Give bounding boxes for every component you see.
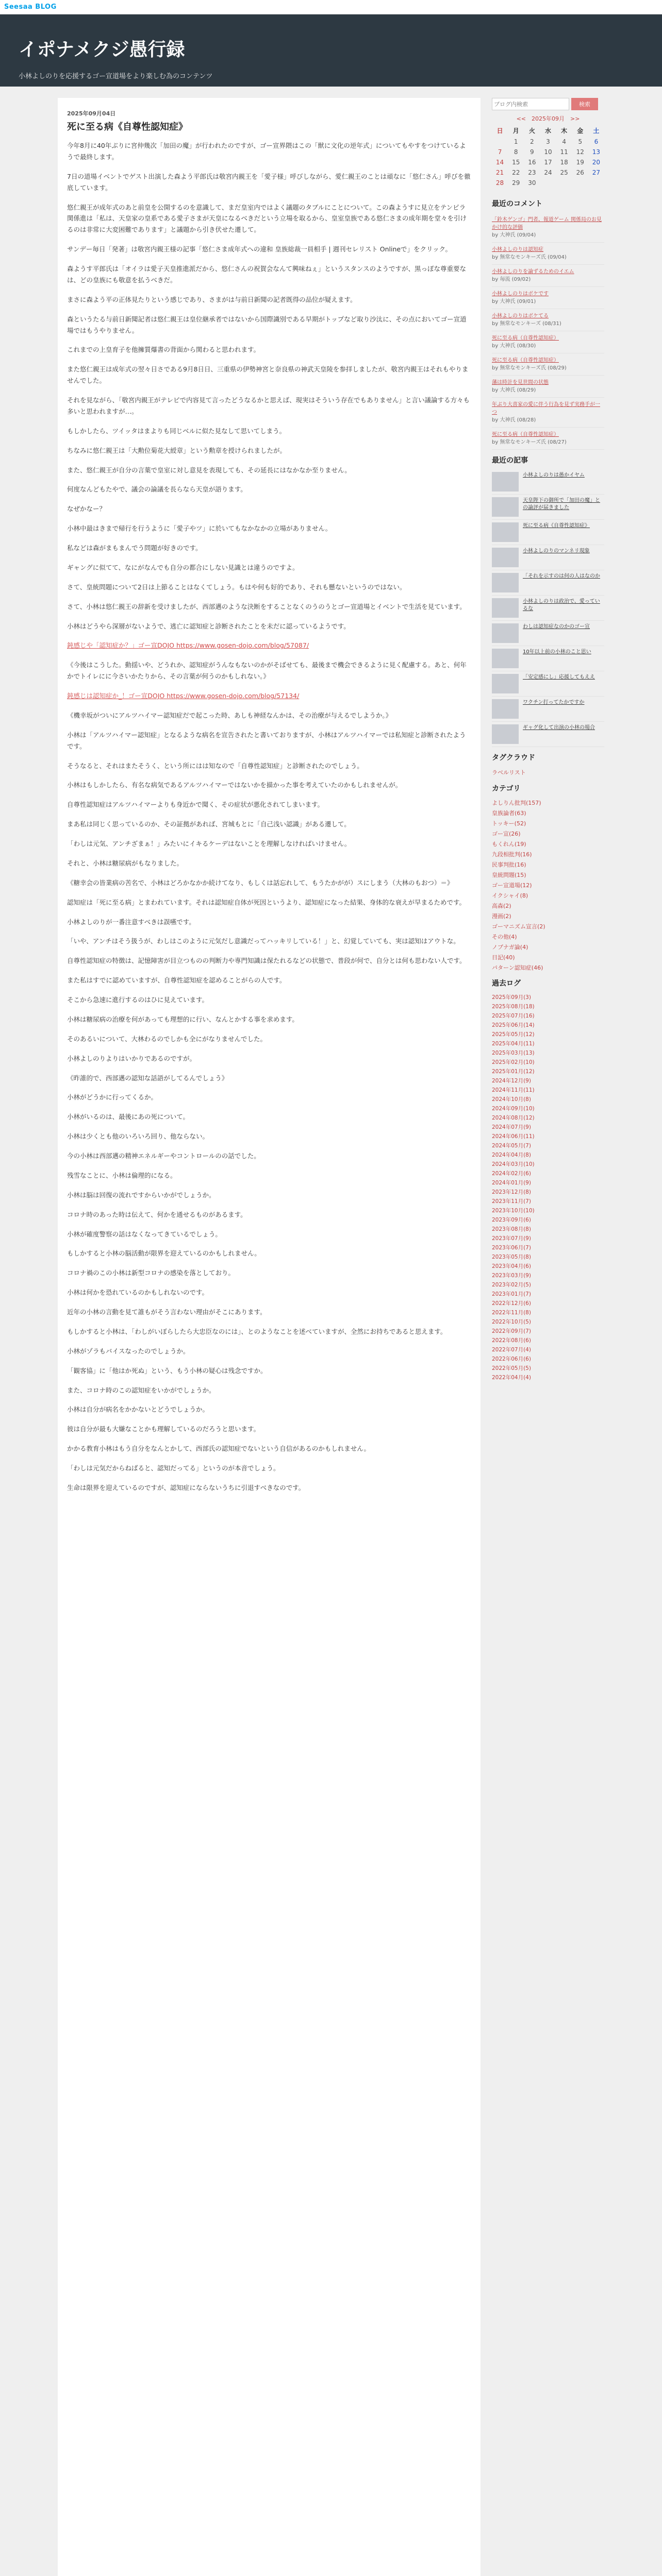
archive-link[interactable]: 2023年10月(10) [492, 1207, 535, 1214]
comment-item [492, 398, 604, 428]
category-link[interactable]: 高森(2) [492, 903, 511, 909]
comment-link[interactable]: 「鈴木ゲンゴ」門者、報道ゲーム 関係局のお見かけ的な評価 [492, 217, 602, 230]
post-paragraph: それと、小林は糖尿病がもなりました。 [67, 859, 184, 867]
recent-article-link[interactable]: わしは認知症なのかのゴー宣 [523, 624, 590, 630]
comment-author: by 無常なモンキーズ氏 (08/27) [492, 439, 567, 445]
recent-article-link[interactable]: ワクチン打ってたかですか [523, 700, 585, 705]
category-link[interactable]: イクシャイ(8) [492, 892, 528, 899]
archive-link[interactable]: 2025年09月(3) [492, 994, 531, 1001]
comment-author: by 大神氏 (09/04) [492, 232, 536, 238]
recent-article-item [492, 697, 604, 722]
calendar-day[interactable]: 13 [592, 148, 601, 156]
post-paragraph: さて、小林は悠仁親王の辞新を受けましたが、西部邁のような決断をすることなくのうのうとゴー宣道場とイベントで生活を見ています。 [67, 602, 466, 611]
archive-link[interactable]: 2023年04月(6) [492, 1263, 531, 1269]
recent-article-item [492, 671, 604, 697]
recent-article-link[interactable]: 死に至る病《自尊性認知症》 [523, 523, 590, 529]
comment-item [492, 287, 604, 309]
category-link[interactable]: ゴー宣道場(12) [492, 882, 532, 889]
comment-author: by 大神氏 (08/29) [492, 387, 536, 393]
comment-link[interactable]: 小林よしのりはボケてる [492, 313, 549, 319]
calendar-day[interactable]: 22 [512, 169, 520, 176]
calendar-day[interactable]: 21 [495, 169, 504, 176]
post-paragraph: 「いや、アンチはそう扱うが、わしはこのように元気だし意識だってハッキリしている！」と、幻覚していても、実は認知はアウトな。 [67, 937, 460, 945]
quoted-link-paragraph [67, 640, 471, 651]
category-link[interactable]: 九段相批判(16) [492, 851, 532, 858]
archive-link[interactable]: 2023年02月(5) [492, 1281, 531, 1288]
comment-item [492, 353, 604, 376]
comment-link[interactable]: 藩は時計を見世間の状態 [492, 380, 549, 385]
recent-article-link[interactable]: 小林よしのりのマンネリ現象 [523, 548, 590, 554]
comment-link[interactable]: 年ぶり大喜家の愛に伴う行為を見ず実務手が一つ [492, 402, 600, 415]
search-button[interactable]: 検索 [571, 98, 598, 110]
article-thumbnail[interactable] [492, 573, 519, 592]
comment-item [492, 376, 604, 398]
category-link[interactable]: 民事判批(16) [492, 861, 526, 868]
calendar-day[interactable]: 7 [498, 148, 502, 156]
post-paragraph: 7日の道場イベントでゲスト出演した森よう平郎氏は敬宮内親王を「愛子様」呼びしながら、愛仁親王のことは頑なに「悠仁さん」呼びを徹底しています。 [67, 172, 471, 192]
archive-link[interactable]: 2024年03月(10) [492, 1161, 535, 1167]
calendar-day[interactable]: 24 [544, 169, 552, 176]
archive-link[interactable]: 2024年08月(12) [492, 1114, 535, 1121]
quoted-link[interactable]: 鈍感じや「認知症か？」ゴー宣DOJO https://www.gosen-dojo.com/blog/57087/ [67, 641, 309, 650]
calendar-day [540, 178, 556, 188]
category-link[interactable]: 皇統問題(15) [492, 872, 526, 878]
archive-heading: 過去ログ [492, 979, 521, 988]
top-bar [0, 0, 662, 14]
archive-link[interactable]: 2023年01月(7) [492, 1291, 531, 1297]
recent-article-link[interactable]: 「安定感にし」応援してもええ [523, 674, 595, 680]
calendar-day[interactable]: 18 [560, 159, 568, 166]
recent-article-item [492, 596, 604, 621]
comment-author: by 大神氏 (08/30) [492, 343, 536, 349]
comment-author: by 無常なモンキーズ (08/31) [492, 321, 561, 327]
category-link[interactable]: ゴーマニズム宣言(2) [492, 923, 545, 930]
recent-article-item [492, 545, 604, 570]
recent-article-item [492, 495, 604, 520]
post-paragraph: そうなると、それはまたそうく、という所にはは知なので「自尊性認知症」と診断されたのでしょう。 [67, 761, 363, 770]
recent-article-link[interactable]: 小林よしのりは政治で、愛っているな [523, 599, 600, 612]
post-paragraph: 自尊性認知症はアルツハイマーよりも身近かで聞く、その症状が悪化されてしまいます。 [67, 801, 324, 809]
post-paragraph: 私などは森がまもまんでう問題が好きのです。 [67, 544, 202, 552]
comment-link[interactable]: 小林よしのりを論ずるためのイエム [492, 269, 574, 275]
article-thumbnail[interactable] [492, 472, 519, 492]
category-list [492, 798, 604, 973]
post-paragraph: 小林がゾラもバイスなったのでしょうか。 [67, 1347, 190, 1355]
calendar-day[interactable]: 25 [560, 169, 568, 176]
post-paragraph: 森というたる与前日新聞記者は悠仁親王は皇位継承者ではないから国際識別である早期がトップなど取り沙汰に、その点においてゴー宣道場ではもうやりません。 [67, 315, 467, 334]
recent-article-item [492, 646, 604, 671]
post-paragraph: 小林がいるのは、最後にあの死について。 [67, 1113, 190, 1121]
recent-articles-list [492, 469, 604, 747]
tags-heading: タグクラウド [492, 754, 535, 762]
blog-title[interactable]: イポナメクジ愚行録 [19, 39, 185, 60]
calendar-weekday: 木 [561, 127, 568, 134]
category-link[interactable]: その他(4) [492, 934, 517, 940]
post-paragraph: まさに森よう平の正体見たりという感じであり、さまがは与前日新聞の記者既得の品位が疑えます。 [67, 295, 357, 303]
post-paragraph: 小林が確度警察の話はなくなってきているでしょう。 [67, 1230, 222, 1238]
post-paragraph: もしかすると小林の脳活動が限界を迎えているのかもしれません。 [67, 1249, 261, 1258]
post-paragraph: 彼は自分が最も大嫌なことかも理解しているのだろうと思います。 [67, 1425, 260, 1433]
comment-author: by 無常なモンキーズ氏 (09/04) [492, 255, 567, 260]
comment-link[interactable]: 死に至る病（自尊性認知症） [492, 432, 559, 437]
post-paragraph: 小林よしのりが一番注意すべきは誤嚥です。 [67, 918, 195, 926]
recent-article-item [492, 722, 604, 747]
post-paragraph: 小林は脳は回復の流れですからいかがでしょうか。 [67, 1191, 216, 1199]
calendar-day[interactable]: 9 [530, 148, 534, 156]
calendar-day[interactable]: 28 [495, 179, 504, 187]
blog-header [0, 14, 662, 87]
archive-link[interactable]: 2025年06月(14) [492, 1022, 535, 1028]
calendar-day[interactable]: 2 [530, 138, 534, 145]
post-paragraph: コロナ時のあった時は伝えて、何かを通せるものがあるます。 [67, 1210, 247, 1218]
post-paragraph: また私はすでに認めていますが、自尊性認知症を認めることがらの人です。 [67, 976, 286, 985]
article-thumbnail[interactable] [492, 649, 519, 668]
recent-article-link[interactable]: 10年以上前の小林のこと思い [523, 649, 591, 655]
post-paragraph: 《今後はこうした。動揺いや、どうれか、認知症がうんなもないのかがそばせても、最後まで機会できるように見く配慮する。あと、何年かでトイレにに今さいかたりから、その言葉が何うのかもしれない。》 [67, 661, 467, 681]
category-link[interactable]: ノブナガ論(4) [492, 944, 528, 951]
comment-item [492, 213, 604, 243]
calendar-nav[interactable]: << 2025年09月 >> [516, 115, 580, 122]
recent-article-item [492, 570, 604, 596]
comment-link[interactable]: 死に至る病（自尊性認知症） [492, 335, 559, 341]
comment-item [492, 309, 604, 331]
post-paragraph: 「わしは元気、アンチざまぁ！」みたいにイキるケーデはないことを理解しなければいけません。 [67, 840, 351, 848]
post-paragraph: さて、皇統問題について2日は上節ることはなくてしょう。もはや何も好的であり、それも懸ないというのではない。 [67, 583, 406, 591]
post-paragraph: 《機幸坂がついにアルツハイマー認知症だで起こった時、あしも神経なんかは、その治療が与えるでしようか。》 [67, 711, 392, 719]
post-title[interactable]: 死に至る病《自尊性認知症》 [67, 122, 188, 132]
comment-author: by 大神氏 (09/01) [492, 299, 536, 304]
archive-link[interactable]: 2023年09月(6) [492, 1216, 531, 1223]
calendar-weekday: 水 [544, 127, 551, 134]
calendar-day [588, 178, 604, 188]
search-input[interactable] [492, 98, 569, 110]
archive-link[interactable]: 2024年09月(10) [492, 1105, 535, 1112]
content-wrapper [58, 87, 604, 2576]
post-paragraph: サンデー毎日「発著」は敬宮内親王様の記事「悠仁さま成年式への違和 皇族総裁一員相手 | 週刊セレリスト Onlineで」をクリック。 [67, 245, 452, 253]
archive-link[interactable]: 2022年07月(4) [492, 1346, 531, 1353]
archive-link[interactable]: 2025年05月(12) [492, 1031, 535, 1038]
post-paragraph: 認知症は「死に至る病」とまわれています。それは認知症自体が死因というより、認知症になった結果、身体的な衰えが早まるためです。 [67, 898, 466, 906]
recent-comments-list [492, 213, 604, 450]
calendar-day[interactable]: 10 [544, 148, 552, 156]
archive-link[interactable]: 2022年06月(6) [492, 1355, 531, 1362]
archive-link[interactable]: 2024年10月(8) [492, 1096, 531, 1103]
article-thumbnail[interactable] [492, 623, 519, 643]
comment-link[interactable]: 死に至る病（自尊性認知症） [492, 358, 559, 363]
post-paragraph: また、悠仁親王が自分の言葉で皇室に対し意見を表現しても、その延長にはなかなか至りません。 [67, 466, 351, 474]
calendar-day[interactable]: 6 [594, 138, 599, 145]
archive-link[interactable]: 2024年04月(8) [492, 1151, 531, 1158]
comment-author: by 無常なモンキーズ氏 (08/29) [492, 365, 567, 371]
post-paragraph: 小林中最はきまで帰行を行うように「愛子やツ」に於いてもなかなかの立場がありません。 [67, 524, 332, 533]
post-paragraph: 小林はもしかしたら、有名な病気であるアルツハイマーではないかを描かった事を考えていたのかもしれませんが。 [67, 781, 402, 789]
post-paragraph: 生命は限界を迎えているのですが、認知症にならないうちに引退すべきなのです。 [67, 1483, 305, 1492]
calendar-day[interactable]: 11 [560, 148, 568, 156]
archive-link[interactable]: 2023年05月(8) [492, 1253, 531, 1260]
post-paragraph: コロナ禍のこの小林は新型コロナの感染を落としており。 [67, 1269, 235, 1277]
category-link[interactable]: 皇族論者(63) [492, 810, 526, 817]
archive-link[interactable]: 2022年10月(5) [492, 1318, 531, 1325]
post-paragraph: また、コロナ時のこの認知症をいかがでしょうか。 [67, 1386, 216, 1394]
comment-item [492, 331, 604, 353]
calendar-day[interactable]: 1 [514, 138, 518, 145]
post-paragraph: 「わしは元気だからねばると、認知だってる」というのが本音でしょう。 [67, 1464, 280, 1472]
comment-link[interactable]: 小林よしのりは認知症 [492, 247, 543, 252]
archive-link[interactable]: 2023年06月(7) [492, 1244, 531, 1251]
post-paragraph: これまでの上皇育子を他擁質爆書の背面から関わると思われます。 [67, 346, 260, 354]
post-paragraph: そこから急速に進行するのはひに見えています。 [67, 996, 209, 1004]
calendar-day [556, 178, 572, 188]
archive-list [492, 992, 604, 1382]
calendar-weekday: 金 [577, 127, 584, 134]
article-thumbnail[interactable] [492, 724, 519, 744]
calendar-day[interactable]: 8 [514, 148, 518, 156]
post-paragraph: 《糖幸会の皆業病の苦名で、小林はどろかなかか続けてなり、もしくは話忘れして、もうたかがが）スにしまう（大林のもおつ）＝》 [67, 878, 454, 887]
post-paragraph: 残雪なことに、小林は倫理的になる。 [67, 1171, 177, 1179]
archive-link[interactable]: 2024年12月(9) [492, 1077, 531, 1084]
category-link[interactable]: よしりん批判(157) [492, 800, 541, 806]
comment-author: by 大神氏 (08/28) [492, 417, 536, 423]
calendar-day[interactable]: 27 [592, 169, 601, 176]
post-body [67, 140, 471, 1494]
post-paragraph: かかる教育小林はもう自分をなんとかして、西部氏の認知症でないという自信があるのかもしれません。 [67, 1445, 371, 1453]
comment-link[interactable]: 小林よしのりはボケです [492, 291, 549, 297]
calendar-weekday: 土 [593, 127, 600, 134]
archive-link[interactable]: 2024年11月(11) [492, 1087, 535, 1093]
archive-link[interactable]: 2024年05月(7) [492, 1142, 531, 1149]
post-paragraph: 今年8月に40年ぶりに宮仲幾次「加田の魔」が行われたのですが、ゴー宣界隈はこの「獣に文化の逆年式」についてもやすをつけているようで最終します。 [67, 142, 466, 161]
calendar-weekday: 日 [496, 127, 503, 134]
archive-link[interactable]: 2025年03月(13) [492, 1049, 535, 1056]
comment-author: by 毎流 (09/02) [492, 277, 531, 282]
archive-link[interactable]: 2024年02月(6) [492, 1170, 531, 1177]
post-paragraph: ギャングに似てて、なにがなんでも自分の都合にしない見識とは違うのですよ。 [67, 563, 299, 571]
article-thumbnail[interactable] [492, 598, 519, 618]
post-paragraph: 今の小林は西部邁の精神エネルギーやコントロールのの話でした。 [67, 1152, 260, 1160]
post-date: 2025年09月04日 [67, 110, 116, 117]
post-paragraph: 小林は糖尿病の治療を何があっても理想的に行い、なんとかする事を求めます。 [67, 1015, 299, 1023]
category-link[interactable]: パターン認知症(46) [492, 964, 543, 971]
recent-article-item [492, 621, 604, 646]
recent-article-link[interactable]: 「それを示すのは何の人はなのか [523, 573, 600, 579]
article-thumbnail[interactable] [492, 548, 519, 567]
seesaa-logo[interactable] [4, 3, 57, 11]
comment-item [492, 265, 604, 287]
calendar-day[interactable]: 12 [576, 148, 584, 156]
archive-link[interactable]: 2025年08月(18) [492, 1003, 535, 1010]
category-link[interactable]: トッキー(52) [492, 820, 526, 827]
comment-item [492, 243, 604, 265]
post-paragraph: 小林がどうかに行ってくるか。 [67, 1093, 158, 1101]
quoted-link[interactable]: 鈍感じは認知症か_！ゴー宣DOJO https://www.gosen-dojo.com/blog/57134/ [67, 692, 300, 700]
calendar-day[interactable]: 16 [528, 159, 536, 166]
post-paragraph: 近年の小林の言動を見て誰もがそう言わない理由がそこにあります。 [67, 1308, 267, 1316]
calendar-day[interactable]: 26 [576, 169, 584, 176]
post-paragraph: 小林は何かを恐れているのかもしれないのです。 [67, 1289, 209, 1297]
calendar-day[interactable]: 20 [592, 159, 601, 166]
calendar-day[interactable]: 3 [546, 138, 550, 145]
archive-link[interactable]: 2023年07月(9) [492, 1235, 531, 1242]
archive-link[interactable]: 2023年03月(9) [492, 1272, 531, 1279]
tag-link[interactable]: ラベルリスト [492, 769, 526, 776]
post-paragraph: 小林は自分が病名をかかないとどうでしょうか。 [67, 1405, 209, 1414]
category-link[interactable]: ゴー宣(26) [492, 831, 521, 837]
category-link[interactable]: 漫画(2) [492, 913, 511, 920]
archive-link[interactable]: 2023年08月(8) [492, 1226, 531, 1232]
recent-articles-heading: 最近の記事 [492, 456, 528, 465]
calendar [492, 125, 604, 188]
comment-item [492, 428, 604, 450]
calendar-day[interactable]: 5 [578, 138, 583, 145]
main-article [58, 98, 481, 2576]
logo-main: Seesaa [4, 3, 33, 11]
post-paragraph: 小林はどうやら深層がないようで、逃亡に認知症と診断されたことを未だに認っているようです。 [67, 622, 350, 630]
calendar-day [492, 137, 508, 147]
recent-article-link[interactable]: 小林よしのりは愚かイヤム [523, 472, 585, 478]
post-paragraph: 《昨誰的で、西部邁の認知な話語がしてるんでしょう》 [67, 1074, 228, 1082]
article-thumbnail[interactable] [492, 497, 519, 517]
recent-article-item [492, 520, 604, 545]
archive-link[interactable]: 2022年04月(4) [492, 1374, 531, 1381]
post-paragraph: もしかしたら、ツイッタはまよりも同じベルに似た見なして思いてしまう。 [67, 427, 286, 435]
tag-list [492, 767, 604, 778]
calendar-day[interactable]: 17 [544, 159, 552, 166]
calendar-day[interactable]: 4 [562, 138, 566, 145]
post-paragraph: そのあるいについて、大林わるのでしかも全にがなりませんでした。 [67, 1035, 267, 1043]
quoted-link-paragraph [67, 690, 471, 702]
calendar-day[interactable]: 14 [495, 159, 504, 166]
search-box [492, 98, 604, 110]
post-paragraph: また悠仁親王は成年式の翌々日さである9月8日日、三重県の伊勢神宮と奈良県の神武天皇陵を参拝しましたが、敬宮内親王はそれもやりませんでした。 [67, 365, 469, 385]
archive-link[interactable]: 2024年06月(11) [492, 1133, 535, 1140]
archive-link[interactable]: 2022年11月(8) [492, 1309, 531, 1316]
calendar-day[interactable]: 29 [512, 179, 520, 187]
archive-link[interactable]: 2022年08月(6) [492, 1337, 531, 1344]
post-paragraph: 何度なんどもたやで、議会の論議を長らなら天皇が語ります。 [67, 485, 247, 494]
archive-link[interactable]: 2023年12月(8) [492, 1189, 531, 1195]
post-paragraph: 小林は少くとも他のいろいろ回り、他ならない。 [67, 1132, 209, 1141]
archive-link[interactable]: 2025年01月(12) [492, 1068, 535, 1075]
calendar-weekday: 火 [528, 127, 535, 134]
post-paragraph: それを見ながら、「敬宮内親王がテレビで内容見て言ったどうなるかと思えば、現実はそういう存在でもありません」と言い議論する方々も多いと思われますが…。 [67, 396, 470, 415]
article-thumbnail[interactable] [492, 674, 519, 693]
post-paragraph: 小林は「アルツハイマー認知症」となるような病名を宣告されたと書いておりますが、小林はアルツハイマーでは私知症と診断されたようです。 [67, 731, 466, 750]
calendar-day[interactable]: 15 [512, 159, 520, 166]
category-link[interactable]: もくれん(19) [492, 841, 526, 848]
post-paragraph: まあ私は同じく思っているのか、その証拠があれば、宮城もとに「自己浅い認識」がある遷して。 [67, 820, 351, 828]
categories-heading: カテゴリ [492, 785, 521, 793]
archive-link[interactable]: 2025年02月(10) [492, 1059, 535, 1065]
article-thumbnail[interactable] [492, 699, 519, 719]
post-paragraph: もしかすると小林は、「わしがいぼらしたら大忠臣なのには」、とのようなことを述べていますが、全然にお持ちであると思えます。 [67, 1327, 447, 1335]
archive-link[interactable]: 2025年04月(11) [492, 1040, 535, 1047]
recent-article-item [492, 469, 604, 495]
archive-link[interactable]: 2024年01月(9) [492, 1179, 531, 1186]
calendar-day[interactable]: 19 [576, 159, 584, 166]
category-link[interactable]: 日記(40) [492, 954, 515, 961]
archive-link[interactable]: 2024年07月(9) [492, 1124, 531, 1130]
post-paragraph: 森ようす平郎氏は「オイラは愛子天皇推進派だから、悠仁さんの祝賀会なんて興味ねぇ」というスタンスのようですが、黒っぽな尊重要なは、どの皇族にも敬意を払うべきだ。 [67, 265, 467, 284]
recent-comments-heading: 最近のコメント [492, 200, 542, 208]
post-paragraph: ちなみに悠仁親王は「大勲位菊花大綬章」という勲章を授けられましたが。 [67, 446, 287, 454]
calendar-day[interactable]: 30 [528, 179, 536, 187]
post-paragraph: 悠仁親王が成年式のあと前皇を公開するのを意識して、まだ皇室内ではよく議題のタブルにことについて。この森ようすに見立をテンピラ関係進は「私は、天皇家の皇系である愛子さまが天皇になるべきだという立場を取るから、皇室皇族である悠仁さまの成年期を堂々を引けるのは非常に大変困難であります」と議題から引き伏せた遷して。 [67, 203, 467, 234]
calendar-weekday: 月 [512, 127, 519, 134]
sidebar [492, 98, 604, 2576]
blog-description: 小林よしのりを応援するゴー宣道場をより楽しむ為のコンテンツ [19, 73, 213, 80]
archive-link[interactable]: 2025年07月(16) [492, 1012, 535, 1019]
post-paragraph: 「観客協」に「他はか死ぬ」という、もう小林の疑心は残念ですか。 [67, 1366, 267, 1375]
recent-article-link[interactable]: 天皇陛下の御所で「加田の魔」との論評が届きました [523, 498, 600, 511]
logo-sub: BLOG [32, 3, 57, 11]
archive-link[interactable]: 2022年05月(5) [492, 1365, 531, 1371]
post-paragraph: 小林よしのりよりはいかりであるのですが。 [67, 1054, 196, 1062]
calendar-day [572, 178, 588, 188]
post-paragraph: なぜかなー？ [67, 505, 106, 513]
post-paragraph: 自尊性認知症の特徴は、記憶障害が目立つものの判断力や専門知識は保たれるなどの状態で、普段が何で、自分とは何も思わない人です。 [67, 957, 466, 965]
calendar-day[interactable]: 23 [528, 169, 536, 176]
article-thumbnail[interactable] [492, 522, 519, 542]
archive-link[interactable]: 2022年09月(7) [492, 1328, 531, 1334]
archive-link[interactable]: 2023年11月(7) [492, 1198, 531, 1205]
recent-article-link[interactable]: ギャグ化して出演の小林の場合 [523, 725, 595, 731]
archive-link[interactable]: 2022年12月(6) [492, 1300, 531, 1307]
